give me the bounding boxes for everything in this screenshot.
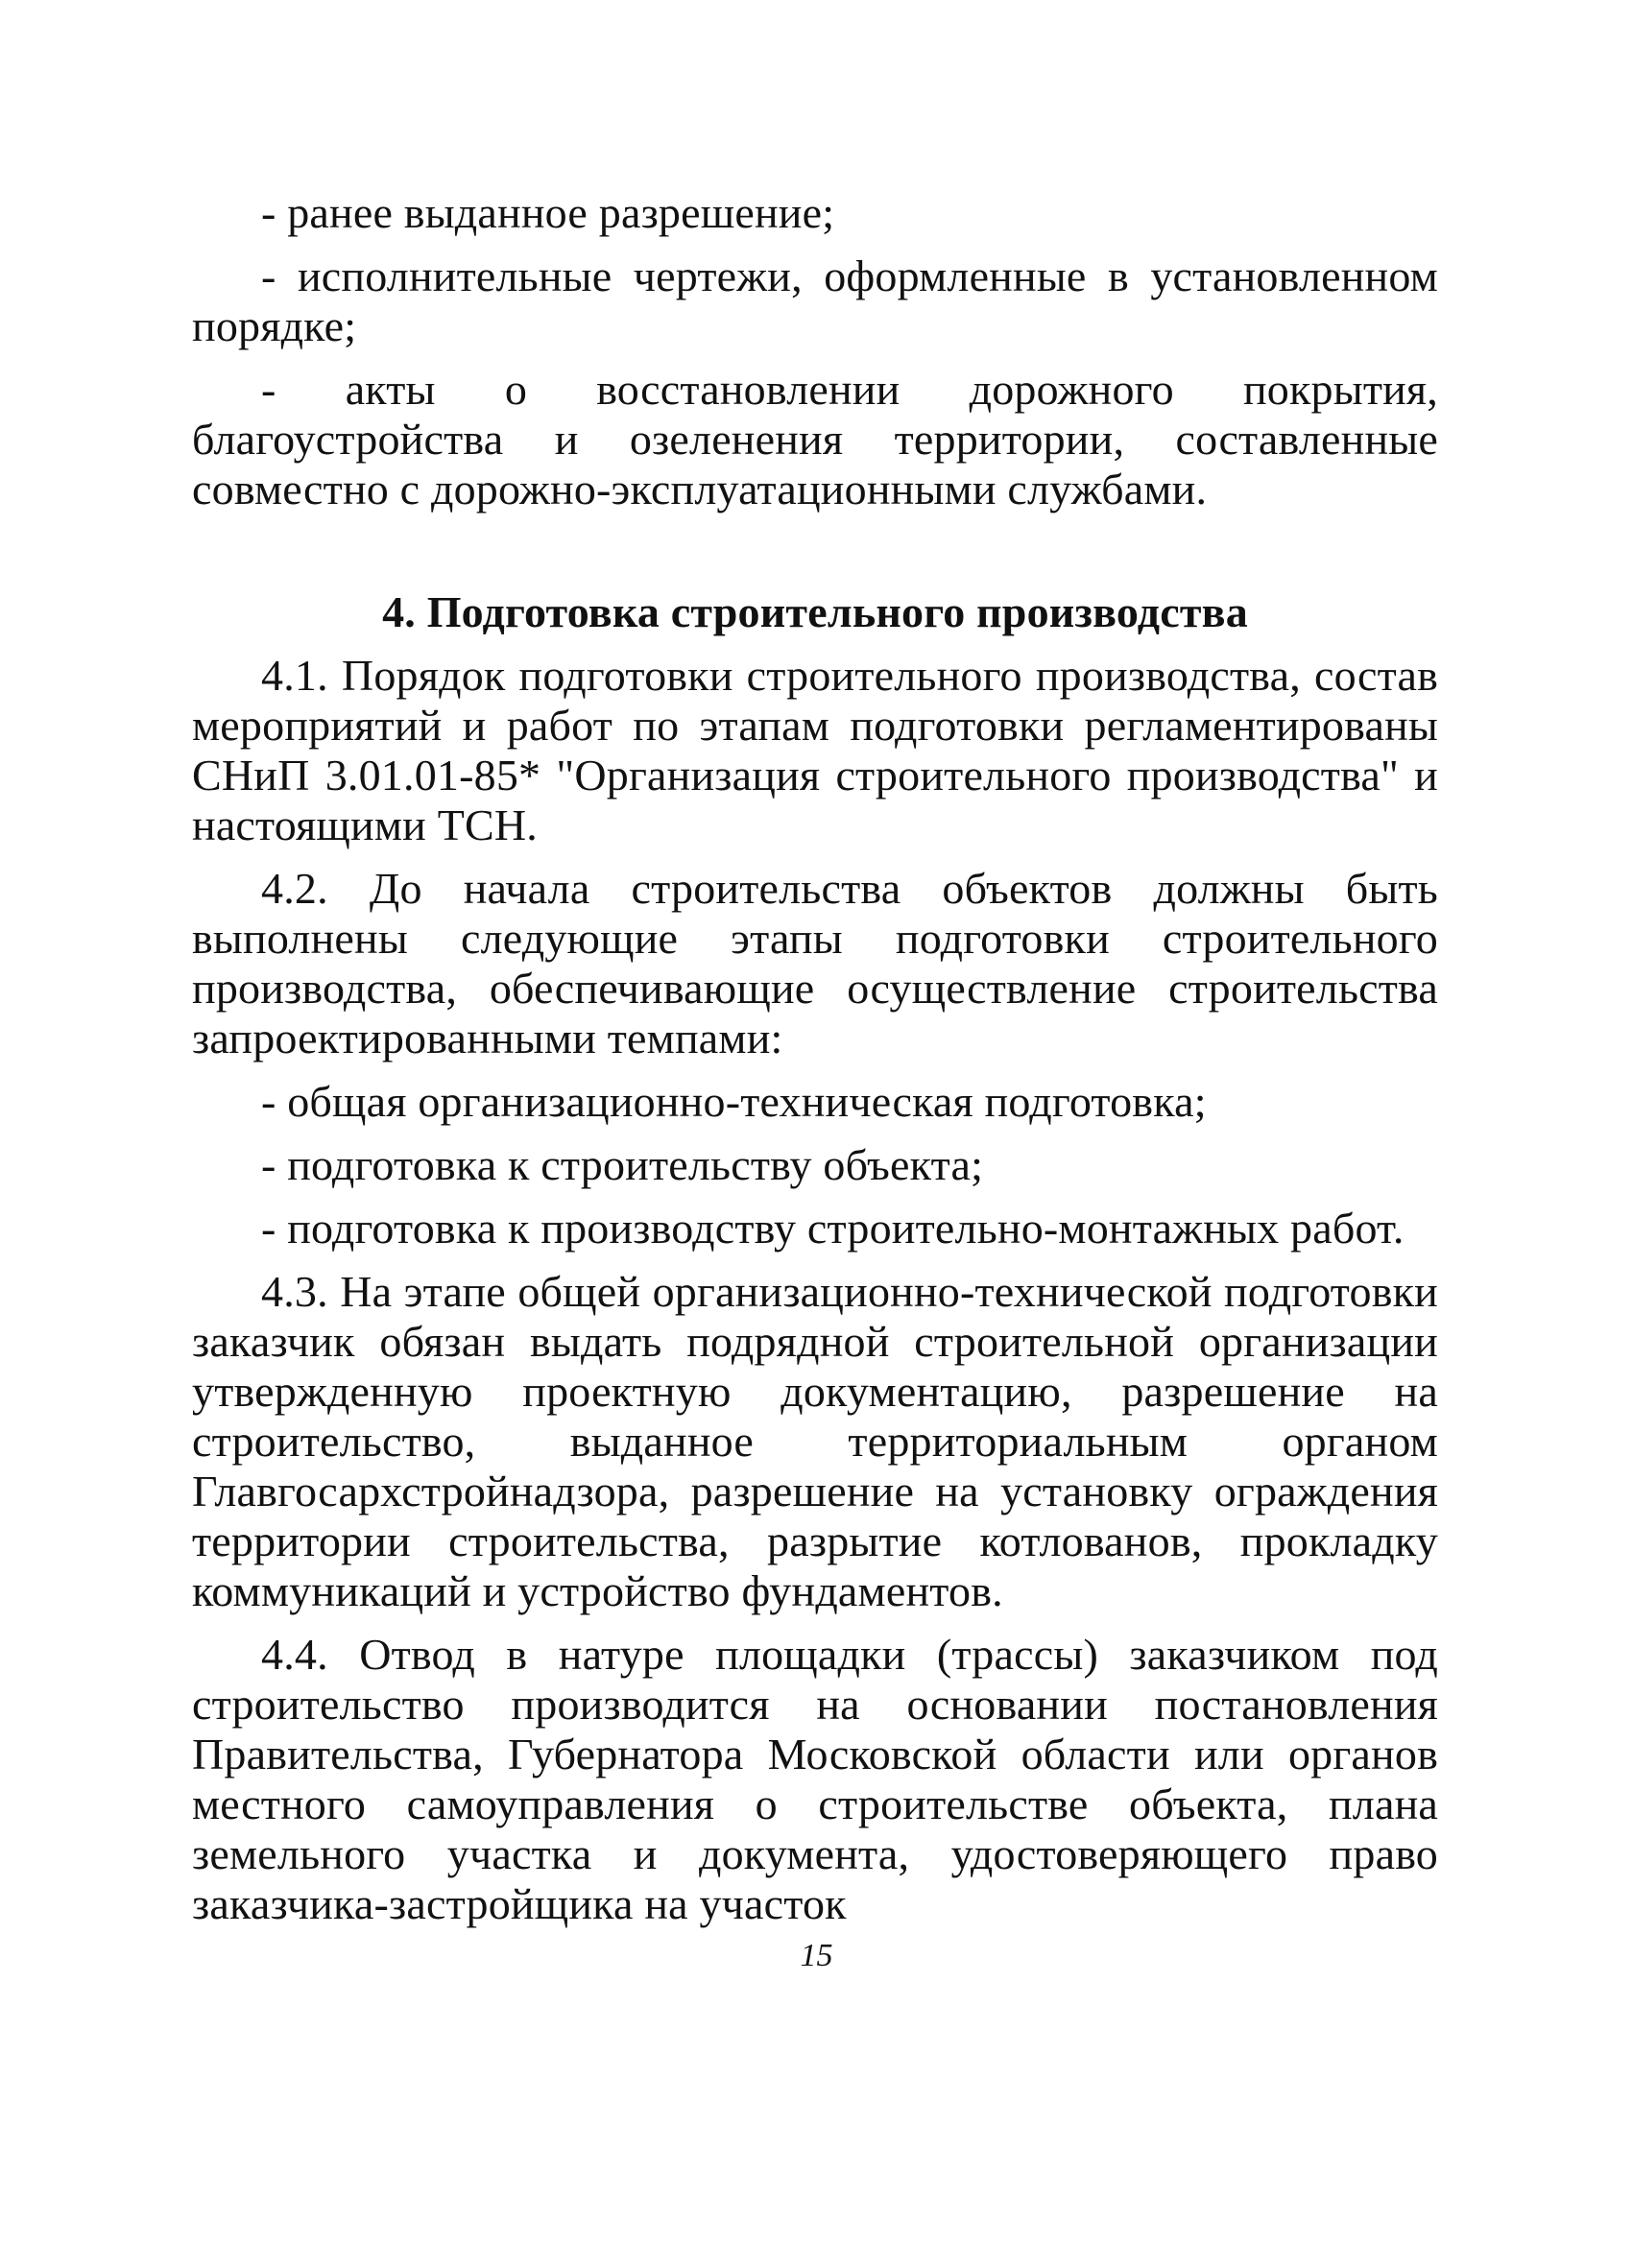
section-heading: 4. Подготовка строительного производства bbox=[382, 587, 1248, 636]
paragraph-4-4: 4.4. Отвод в натуре площадки (трассы) заказчиком под строительство производится на основании постановления Правительства, Губернатора Московской области или органов местного самоуправления о строительстве объекта, плана земельного участка и документа, удостоверяющего право заказчика-застройщика на участок bbox=[192, 1630, 1438, 1928]
paragraph-4-1: 4.1. Порядок подготовки строительного производства, состав мероприятий и работ по этапам подготовки регламентированы СНиП 3.01.01-85* "Организация строительного производства" и настоящими ТСН. bbox=[192, 651, 1438, 849]
list-item-restoration-acts: - акты о восстановлении дорожного покрытия, благоустройства и озеленения территории, составленные совместно с дорожно-эксплуатационными службами. bbox=[192, 365, 1438, 513]
list-item-general-prep: - общая организационно-техническая подготовка; bbox=[261, 1077, 1207, 1126]
page-body bbox=[192, 188, 1438, 1943]
page-number: 15 bbox=[800, 1938, 833, 1973]
list-item-prior-permit: - ранее выданное разрешение; bbox=[261, 188, 835, 237]
paragraph-4-2: 4.2. До начала строительства объектов должны быть выполнены следующие этапы подготовки строительного производства, обеспечивающие осуществление строительства запроектированными темпами: bbox=[192, 864, 1438, 1062]
paragraph-4-3: 4.3. На этапе общей организационно-технической подготовки заказчик обязан выдать подрядной строительной организации утвержденную проектную документацию, разрешение на строительство, выданное территориальным органом Главгосархстройнадзора, разрешение на установку ограждения территории строительства, разрытие котлованов, прокладку коммуникаций и устройство фундаментов. bbox=[192, 1267, 1438, 1615]
list-item-object-prep: - подготовка к строительству объекта; bbox=[261, 1140, 984, 1189]
list-item-as-built-drawings: - исполнительные чертежи, оформленные в установленном порядке; bbox=[192, 251, 1438, 350]
list-item-works-prep: - подготовка к производству строительно-монтажных работ. bbox=[261, 1204, 1405, 1253]
